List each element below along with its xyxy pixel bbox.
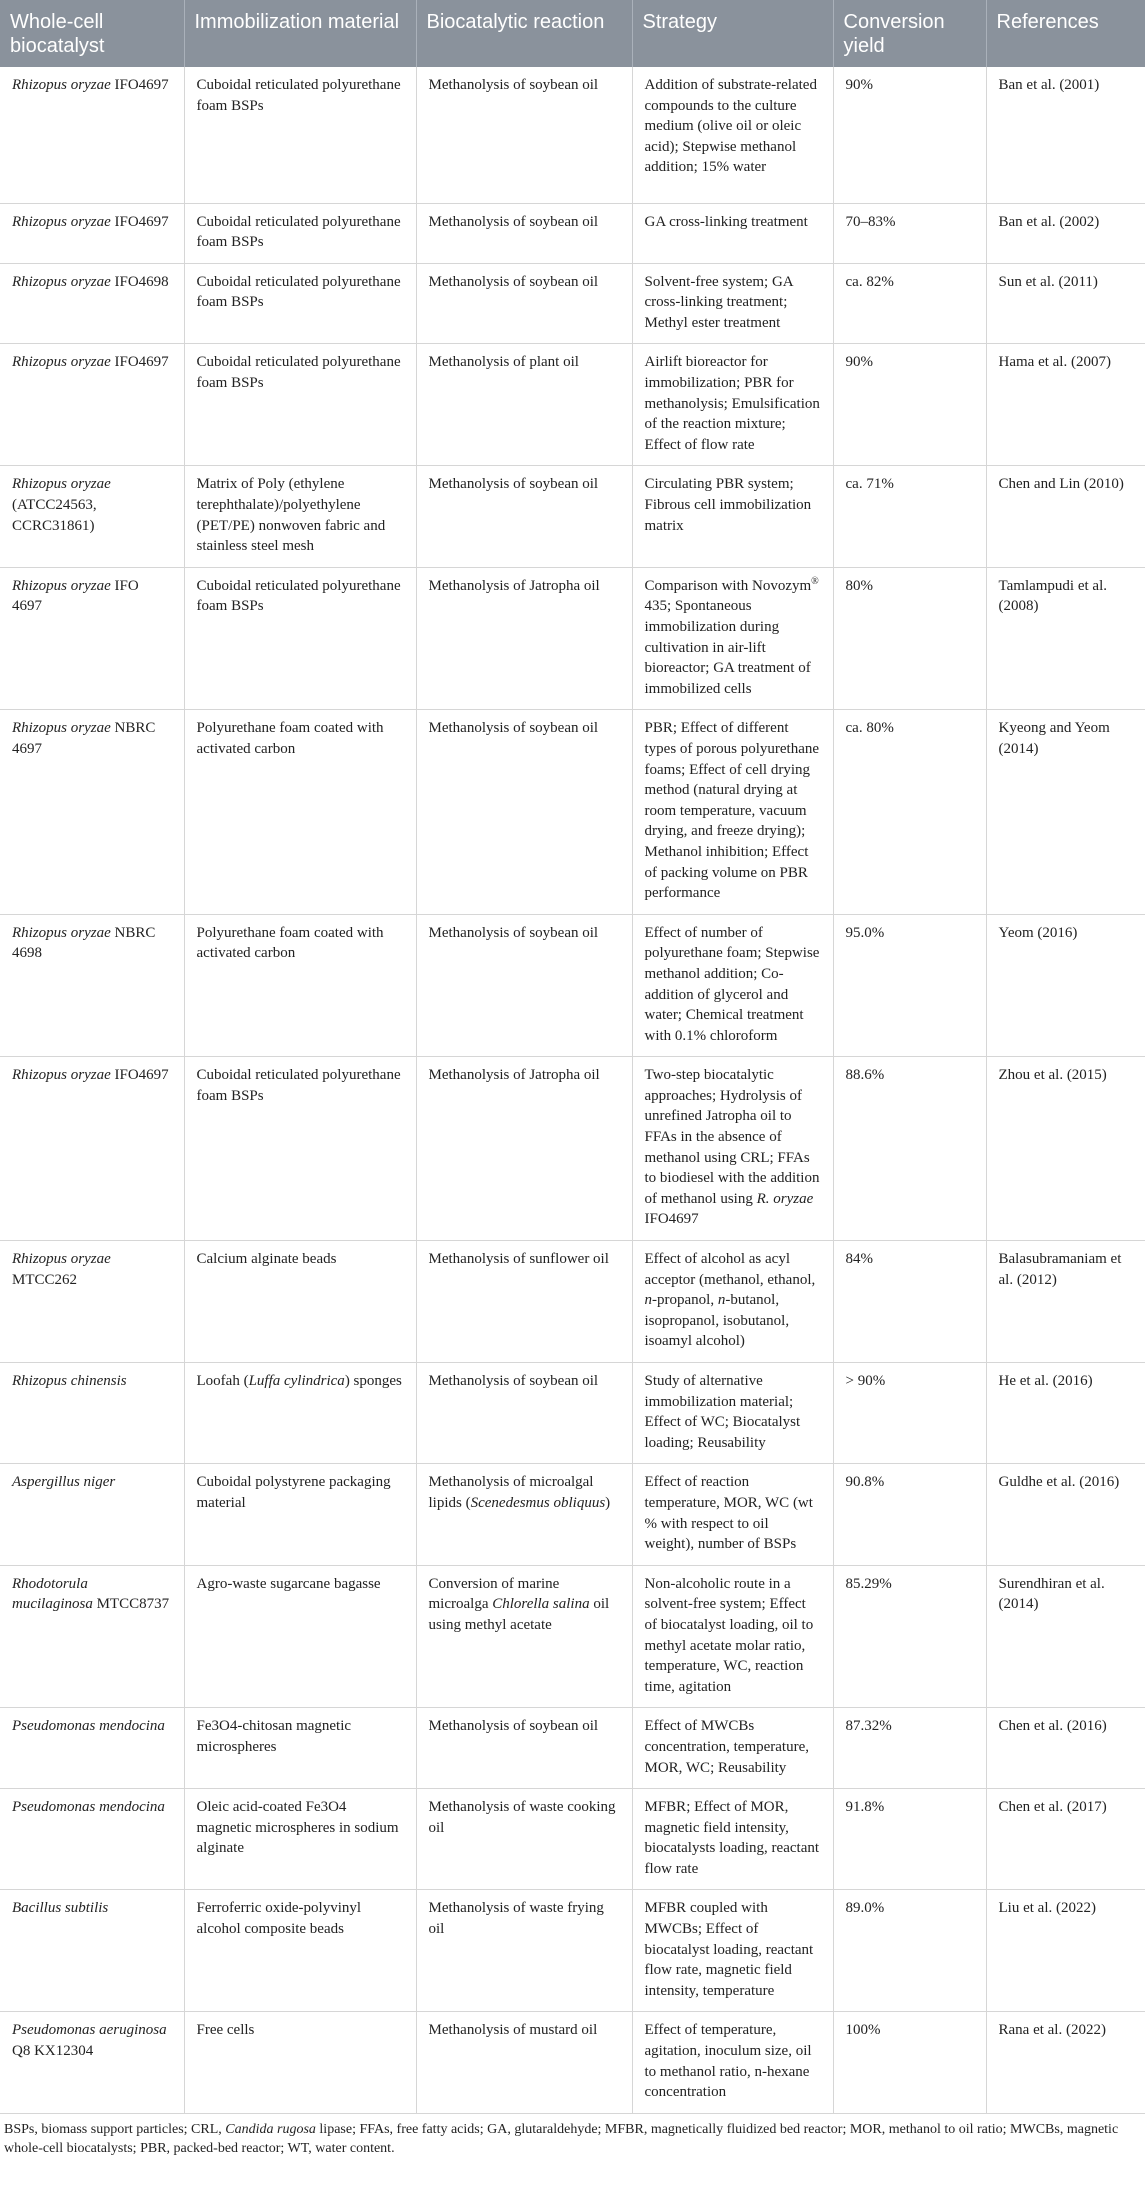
cell-yield: 95.0% [833, 914, 986, 1057]
cell-material: Polyurethane foam coated with activated carbon [184, 710, 416, 914]
cell-yield: 90% [833, 67, 986, 203]
cell-yield: 88.6% [833, 1057, 986, 1241]
cell-material: Cuboidal polystyrene packaging material [184, 1464, 416, 1565]
cell-reaction: Methanolysis of soybean oil [416, 914, 632, 1057]
cell-reaction: Methanolysis of waste frying oil [416, 1890, 632, 2012]
cell-yield: 80% [833, 567, 986, 710]
cell-strategy: MFBR; Effect of MOR, magnetic field intensity, biocatalysts loading, reactant flow rate [632, 1789, 833, 1890]
table-header [0, 0, 1145, 67]
cell-biocatalyst: Pseudomonas aeruginosa Q8 KX12304 [0, 2012, 184, 2113]
header-cell: References [986, 0, 1145, 67]
table-row [0, 1363, 1145, 1464]
cell-material: Cuboidal reticulated polyurethane foam BSPs [184, 67, 416, 203]
cell-reference: He et al. (2016) [986, 1363, 1145, 1464]
cell-yield: 91.8% [833, 1789, 986, 1890]
cell-reference: Kyeong and Yeom (2014) [986, 710, 1145, 914]
cell-biocatalyst: Rhizopus oryzae (ATCC24563, CCRC31861) [0, 466, 184, 567]
cell-yield: 90.8% [833, 1464, 986, 1565]
table-row [0, 1241, 1145, 1363]
cell-reaction: Methanolysis of soybean oil [416, 203, 632, 263]
cell-material: Cuboidal reticulated polyurethane foam BSPs [184, 567, 416, 710]
table-row [0, 1890, 1145, 2012]
cell-reference: Surendhiran et al. (2014) [986, 1565, 1145, 1708]
cell-yield: ca. 80% [833, 710, 986, 914]
cell-material: Calcium alginate beads [184, 1241, 416, 1363]
header-cell: Conversion yield [833, 0, 986, 67]
cell-strategy: Non-alcoholic route in a solvent-free system; Effect of biocatalyst loading, oil to methyl acetate molar ratio, temperature, WC, reaction time, agitation [632, 1565, 833, 1708]
table-row [0, 1708, 1145, 1789]
header-cell: Whole-cell biocatalyst [0, 0, 184, 67]
cell-reaction: Methanolysis of soybean oil [416, 1708, 632, 1789]
table-row [0, 2012, 1145, 2113]
header-cell: Biocatalytic reaction [416, 0, 632, 67]
cell-material: Polyurethane foam coated with activated carbon [184, 914, 416, 1057]
cell-yield: ca. 82% [833, 263, 986, 344]
cell-strategy: Effect of MWCBs concentration, temperature, MOR, WC; Reusability [632, 1708, 833, 1789]
cell-reaction: Methanolysis of soybean oil [416, 710, 632, 914]
cell-biocatalyst: Rhizopus oryzae NBRC 4698 [0, 914, 184, 1057]
cell-reference: Sun et al. (2011) [986, 263, 1145, 344]
cell-reference: Balasubramaniam et al. (2012) [986, 1241, 1145, 1363]
cell-strategy: MFBR coupled with MWCBs; Effect of biocatalyst loading, reactant flow rate, magnetic field intensity, temperature [632, 1890, 833, 2012]
cell-yield: 89.0% [833, 1890, 986, 2012]
cell-reference: Liu et al. (2022) [986, 1890, 1145, 2012]
table-row [0, 263, 1145, 344]
cell-biocatalyst: Rhizopus oryzae IFO4697 [0, 1057, 184, 1241]
cell-yield: ca. 71% [833, 466, 986, 567]
cell-reaction: Methanolysis of microalgal lipids (Scenedesmus obliquus) [416, 1464, 632, 1565]
table-row [0, 466, 1145, 567]
cell-biocatalyst: Pseudomonas mendocina [0, 1708, 184, 1789]
cell-biocatalyst: Rhizopus oryzae IFO4697 [0, 67, 184, 203]
cell-reference: Chen et al. (2016) [986, 1708, 1145, 1789]
table-row [0, 1789, 1145, 1890]
cell-reference: Hama et al. (2007) [986, 344, 1145, 466]
cell-yield: 70–83% [833, 203, 986, 263]
cell-reference: Ban et al. (2002) [986, 203, 1145, 263]
cell-biocatalyst: Aspergillus niger [0, 1464, 184, 1565]
table-row [0, 1565, 1145, 1708]
cell-biocatalyst: Rhizopus chinensis [0, 1363, 184, 1464]
cell-material: Agro-waste sugarcane bagasse [184, 1565, 416, 1708]
cell-yield: > 90% [833, 1363, 986, 1464]
cell-strategy: Effect of reaction temperature, MOR, WC (wt % with respect to oil weight), number of BSPs [632, 1464, 833, 1565]
cell-material: Cuboidal reticulated polyurethane foam BSPs [184, 1057, 416, 1241]
cell-reference: Chen et al. (2017) [986, 1789, 1145, 1890]
cell-strategy: Circulating PBR system; Fibrous cell immobilization matrix [632, 466, 833, 567]
cell-material: Cuboidal reticulated polyurethane foam BSPs [184, 263, 416, 344]
table-row [0, 344, 1145, 466]
cell-reference: Rana et al. (2022) [986, 2012, 1145, 2113]
table-row [0, 67, 1145, 203]
cell-biocatalyst: Bacillus subtilis [0, 1890, 184, 2012]
cell-strategy: Solvent-free system; GA cross-linking treatment; Methyl ester treatment [632, 263, 833, 344]
table-row [0, 1057, 1145, 1241]
cell-reference: Chen and Lin (2010) [986, 466, 1145, 567]
cell-reference: Tamlampudi et al. (2008) [986, 567, 1145, 710]
cell-reaction: Methanolysis of Jatropha oil [416, 1057, 632, 1241]
table-row [0, 203, 1145, 263]
cell-strategy: Study of alternative immobilization material; Effect of WC; Biocatalyst loading; Reusability [632, 1363, 833, 1464]
table-row [0, 1464, 1145, 1565]
cell-biocatalyst: Rhizopus oryzae IFO4698 [0, 263, 184, 344]
cell-material: Ferroferric oxide-polyvinyl alcohol composite beads [184, 1890, 416, 2012]
cell-material: Loofah (Luffa cylindrica) sponges [184, 1363, 416, 1464]
cell-reference: Zhou et al. (2015) [986, 1057, 1145, 1241]
cell-strategy: Comparison with Novozym® 435; Spontaneous immobilization during cultivation in air-lift bioreactor; GA treatment of immobilized cells [632, 567, 833, 710]
cell-reaction: Methanolysis of plant oil [416, 344, 632, 466]
cell-yield: 84% [833, 1241, 986, 1363]
cell-reference: Yeom (2016) [986, 914, 1145, 1057]
cell-reaction: Methanolysis of soybean oil [416, 466, 632, 567]
table-row [0, 914, 1145, 1057]
cell-material: Cuboidal reticulated polyurethane foam BSPs [184, 203, 416, 263]
cell-material: Cuboidal reticulated polyurethane foam BSPs [184, 344, 416, 466]
cell-biocatalyst: Rhodotorula mucilaginosa MTCC8737 [0, 1565, 184, 1708]
cell-biocatalyst: Pseudomonas mendocina [0, 1789, 184, 1890]
cell-yield: 100% [833, 2012, 986, 2113]
header-cell: Strategy [632, 0, 833, 67]
cell-strategy: GA cross-linking treatment [632, 203, 833, 263]
cell-reaction: Methanolysis of waste cooking oil [416, 1789, 632, 1890]
cell-reaction: Methanolysis of mustard oil [416, 2012, 632, 2113]
cell-reaction: Methanolysis of sunflower oil [416, 1241, 632, 1363]
table-row [0, 710, 1145, 914]
cell-strategy: PBR; Effect of different types of porous polyurethane foams; Effect of cell drying method (natural drying at room temperature, vacuum drying, and freeze drying); Methanol inhibition; Effect of packing volume on PBR performance [632, 710, 833, 914]
cell-strategy: Two-step biocatalytic approaches; Hydrolysis of unrefined Jatropha oil to FFAs in the absence of methanol using CRL; FFAs to biodiesel with the addition of methanol using R. oryzae IFO4697 [632, 1057, 833, 1241]
cell-yield: 87.32% [833, 1708, 986, 1789]
cell-material: Fe3O4-chitosan magnetic microspheres [184, 1708, 416, 1789]
cell-material: Matrix of Poly (ethylene terephthalate)/polyethylene (PET/PE) nonwoven fabric and stainless steel mesh [184, 466, 416, 567]
cell-material: Free cells [184, 2012, 416, 2113]
cell-biocatalyst: Rhizopus oryzae IFO4697 [0, 203, 184, 263]
cell-yield: 90% [833, 344, 986, 466]
cell-reference: Guldhe et al. (2016) [986, 1464, 1145, 1565]
cell-biocatalyst: Rhizopus oryzae NBRC 4697 [0, 710, 184, 914]
header-cell: Immobilization material [184, 0, 416, 67]
cell-biocatalyst: Rhizopus oryzae IFO 4697 [0, 567, 184, 710]
cell-yield: 85.29% [833, 1565, 986, 1708]
table-row [0, 567, 1145, 710]
header-row [0, 0, 1145, 67]
cell-reaction: Methanolysis of soybean oil [416, 67, 632, 203]
cell-strategy: Effect of temperature, agitation, inoculum size, oil to methanol ratio, n-hexane concentration [632, 2012, 833, 2113]
cell-reaction: Conversion of marine microalga Chlorella salina oil using methyl acetate [416, 1565, 632, 1708]
cell-strategy: Addition of substrate-related compounds to the culture medium (olive oil or oleic acid); Stepwise methanol addition; 15% water [632, 67, 833, 203]
cell-biocatalyst: Rhizopus oryzae MTCC262 [0, 1241, 184, 1363]
cell-material: Oleic acid-coated Fe3O4 magnetic microspheres in sodium alginate [184, 1789, 416, 1890]
cell-reaction: Methanolysis of Jatropha oil [416, 567, 632, 710]
table-footnote: BSPs, biomass support particles; CRL, Candida rugosa lipase; FFAs, free fatty acids; GA, glutaraldehyde; MFBR, magnetically fluidized bed reactor; MOR, methanol to oil ratio; MWCBs, magnetic whole-cell biocatalysts; PBR, packed-bed reactor; WT, water content. [4, 2121, 1119, 2156]
cell-strategy: Airlift bioreactor for immobilization; PBR for methanolysis; Emulsification of the reaction mixture; Effect of flow rate [632, 344, 833, 466]
cell-biocatalyst: Rhizopus oryzae IFO4697 [0, 344, 184, 466]
cell-reference: Ban et al. (2001) [986, 67, 1145, 203]
cell-strategy: Effect of alcohol as acyl acceptor (methanol, ethanol, n-propanol, n-butanol, isopropanol, isobutanol, isoamyl alcohol) [632, 1241, 833, 1363]
cell-strategy: Effect of number of polyurethane foam; Stepwise methanol addition; Co-addition of glycerol and water; Chemical treatment with 0.1% chloroform [632, 914, 833, 1057]
cell-reaction: Methanolysis of soybean oil [416, 1363, 632, 1464]
cell-reaction: Methanolysis of soybean oil [416, 263, 632, 344]
